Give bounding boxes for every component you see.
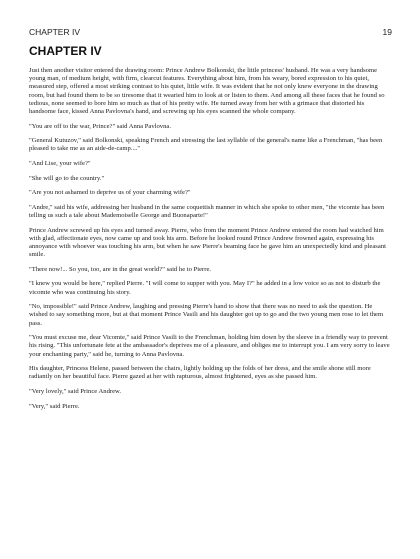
running-header [29,0,392,37]
paragraph: "I knew you would be here," replied Pierre. "I will come to supper with you. May I?" he added in a low voice so as not to disturb the vicomte who was continuing his story. [29,280,381,296]
paragraph: "Very," said Pierre. [29,402,80,410]
paragraph: Prince Andrew screwed up his eyes and turned away. Pierre, who from the moment Prince Andrew entered the room had watched him with glad, affectionate eyes, now came up and took his arm. Before he looked round Prince Andrew frowned again, expressing his annoyance with whoever was touching his arm, but when he saw Pierre's beaming face he gave him an unexpectedly kind and pleasant smile. [29,226,386,259]
running-title: CHAPTER IV [29,27,81,37]
paragraph: "You are off to the war, Prince?" said Anna Pavlovna. [29,122,172,130]
paragraph: "There now!... So you, too, are in the great world?" said he to Pierre. [29,265,212,273]
body-text [29,67,392,411]
paragraph: "Are you not ashamed to deprive us of your charming wife?" [29,189,191,197]
paragraph: His daughter, Princess Helene, passed between the chairs, lightly holding up the folds of her dress, and the smile shone still more radiantly on her beautiful face. Pierre gazed at her with rapturous, almost frightened, eyes as she passed him. [29,365,371,381]
paragraph: "General Kutuzov," said Bolkonski, speaking French and stressing the last syllable of the general's name like a Frenchman, "has been pleased to take me as an aide-de-camp...." [29,137,383,153]
paragraph: "She will go to the country." [29,174,105,182]
paragraph: "No, impossible!" said Prince Andrew, laughing and pressing Pierre's hand to show that there was no need to ask the question. He wished to say something more, but at that moment Prince Vasili and his daughter got up to go and the two young men rose to let them pass. [29,303,384,327]
paragraph: "You must excuse me, dear Vicomte," said Prince Vasili to the Frenchman, holding him down by the sleeve in a friendly way to prevent his rising. "This unfortunate fete at the ambassador's deprives me of a pleasure, and obliges me to interrupt you. I am very sorry to leave your enchanting party," said he, turning to Anna Pavlovna. [29,334,390,358]
page-number: 19 [382,27,392,37]
paragraph: Just then another visitor entered the drawing room: Prince Andrew Bolkonski, the little princess' husband. He was a very handsome young man, of medium height, with firm, clearcut features. Everything about him, from his weary, bored expression to his quiet, measured step, offered a most striking contrast to his quiet, little wife. It was evident that he not only knew everyone in the drawing room, but had found them to be so tiresome that it wearied him to look at or listen to them. And among all these faces that he found so tedious, none seemed to bore him so much as that of his pretty wife. He turned away from her with a grimace that distorted his handsome face, kissed Anna Pavlovna's hand, and screwing up his eyes scanned the whole company. [29,67,385,116]
chapter-title: CHAPTER IV [29,44,102,58]
paragraph: "Andre," said his wife, addressing her husband in the same coquettish manner in which she spoke to other men, "the vicomte has been telling us such a tale about Mademoiselle George and Buonaparte!" [29,203,385,219]
paragraph: "And Lise, your wife?" [29,160,91,167]
paragraph: "Very lovely," said Prince Andrew. [29,387,122,395]
